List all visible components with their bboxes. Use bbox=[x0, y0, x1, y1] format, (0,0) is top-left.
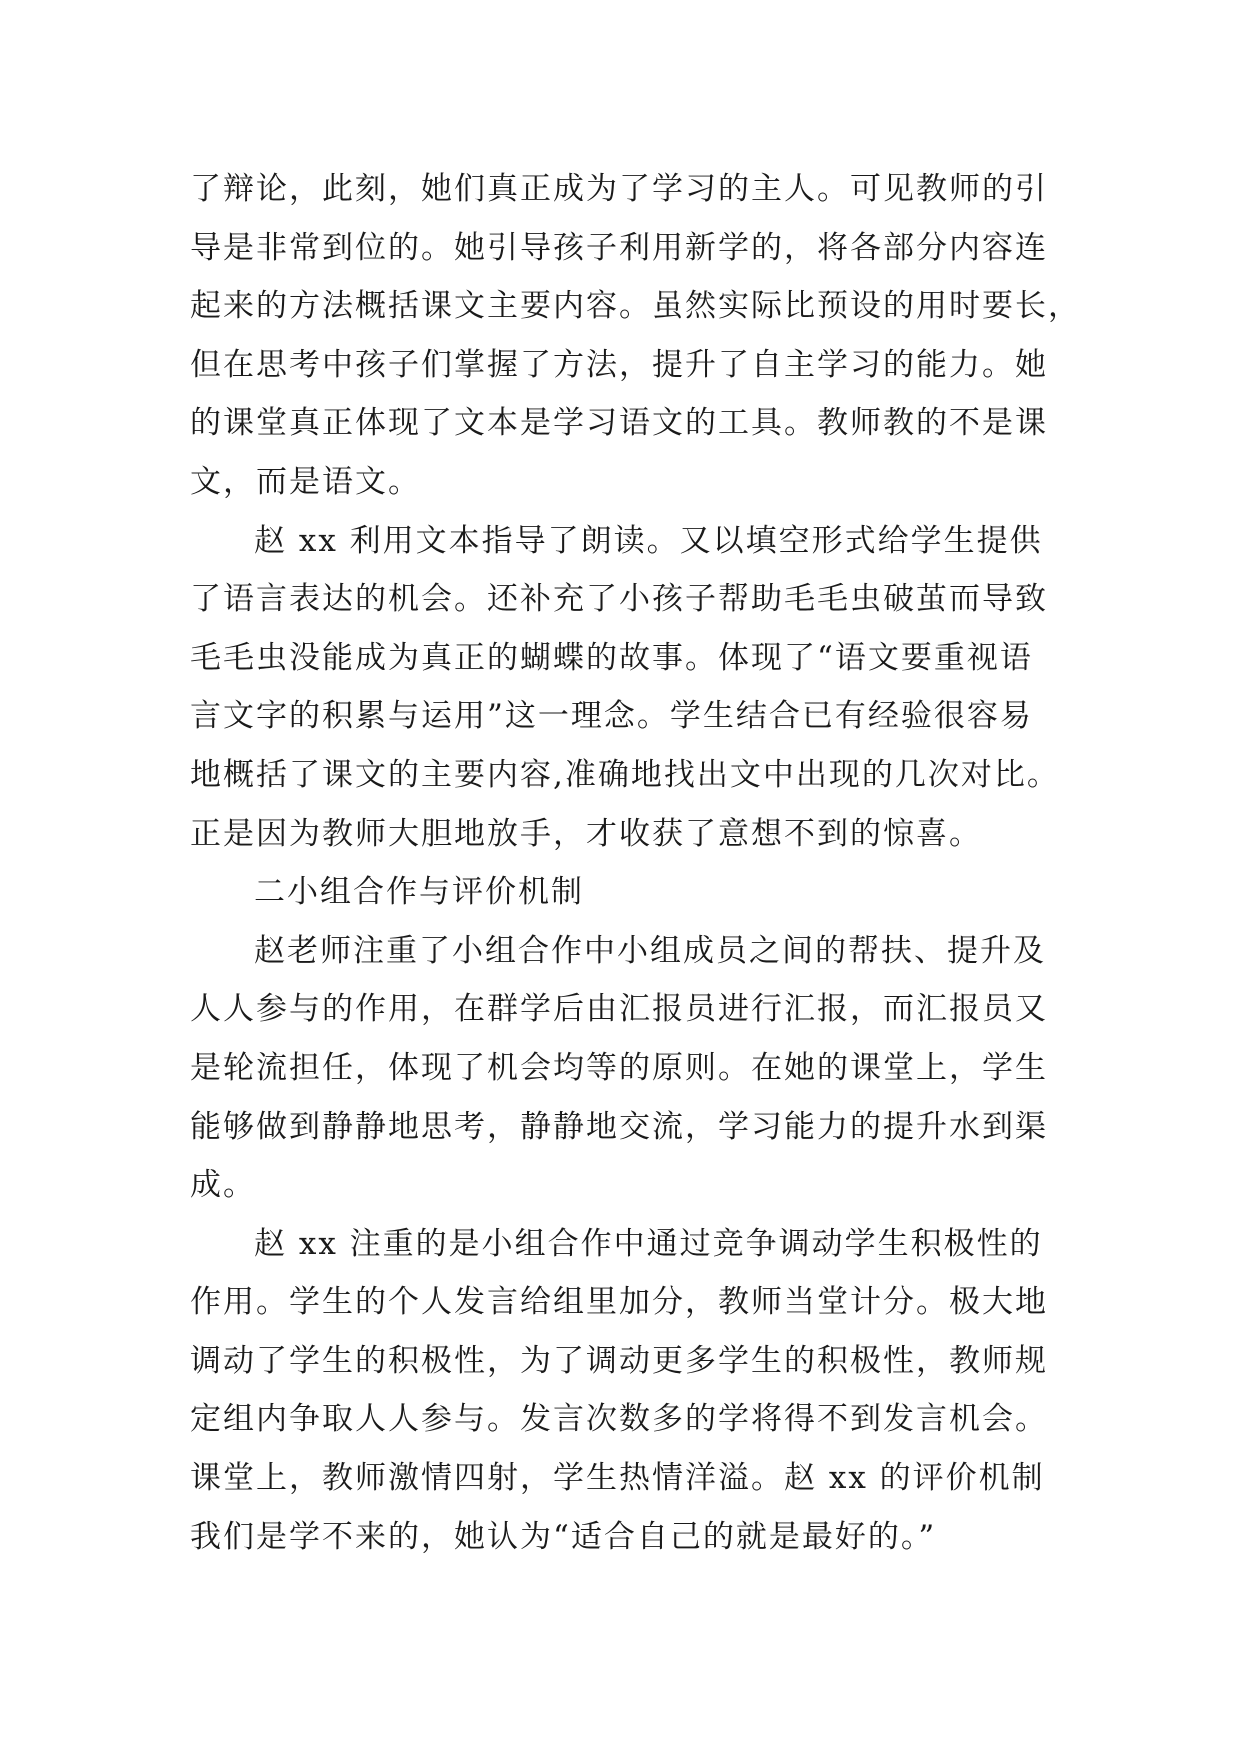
text-line: 但在思考中孩子们掌握了方法，提升了自主学习的能力。她 bbox=[190, 346, 1048, 383]
text-line: 人人参与的作用，在群学后由汇报员进行汇报，而汇报员又 bbox=[190, 991, 1048, 1028]
text-line: 文，而是语文。 bbox=[190, 463, 421, 500]
text-line: 是轮流担任，体现了机会均等的原则。在她的课堂上，学生 bbox=[190, 1049, 1048, 1086]
body-text bbox=[190, 160, 1090, 1566]
text-line: 正是因为教师大胆地放手，才收获了意想不到的惊喜。 bbox=[190, 815, 982, 852]
text-line: 我们是学不来的，她认为“适合自己的就是最好的。” bbox=[190, 1518, 937, 1555]
text-line: 言文字的积累与运用”这一理念。学生结合已有经验很容易 bbox=[190, 698, 1033, 735]
paragraph-first-line: 赵 xx 注重的是小组合作中通过竞争调动学生积极性的 bbox=[254, 1225, 1043, 1262]
text-line: 导是非常到位的。她引导孩子利用新学的，将各部分内容连 bbox=[190, 229, 1048, 266]
section-heading: 二小组合作与评价机制 bbox=[254, 874, 584, 911]
text-line: 调动了学生的积极性，为了调动更多学生的积极性，教师规 bbox=[190, 1342, 1048, 1379]
text-line: 了语言表达的机会。还补充了小孩子帮助毛毛虫破茧而导致 bbox=[190, 581, 1048, 618]
text-line: 课堂上，教师激情四射，学生热情洋溢。赵 xx 的评价机制 bbox=[190, 1460, 1045, 1497]
text-line: 能够做到静静地思考，静静地交流，学习能力的提升水到渠 bbox=[190, 1108, 1048, 1145]
text-line: 作用。学生的个人发言给组里加分，教师当堂计分。极大地 bbox=[190, 1284, 1048, 1321]
text-line: 的课堂真正体现了文本是学习语文的工具。教师教的不是课 bbox=[190, 405, 1048, 442]
text-line: 起来的方法概括课文主要内容。虽然实际比预设的用时要长， bbox=[190, 288, 1081, 325]
paragraph-first-line: 赵老师注重了小组合作中小组成员之间的帮扶、提升及 bbox=[254, 932, 1046, 969]
text-line: 定组内争取人人参与。发言次数多的学将得不到发言机会。 bbox=[190, 1401, 1048, 1438]
text-line: 成。 bbox=[190, 1167, 256, 1204]
text-line: 地概括了课文的主要内容,准确地找出文中出现的几次对比。 bbox=[190, 756, 1060, 793]
text-line: 了辩论，此刻，她们真正成为了学习的主人。可见教师的引 bbox=[190, 171, 1048, 207]
text-line: 毛毛虫没能成为真正的蝴蝶的故事。体现了“语文要重视语 bbox=[190, 639, 1033, 676]
paragraph-first-line: 赵 xx 利用文本指导了朗读。又以填空形式给学生提供 bbox=[254, 522, 1043, 559]
